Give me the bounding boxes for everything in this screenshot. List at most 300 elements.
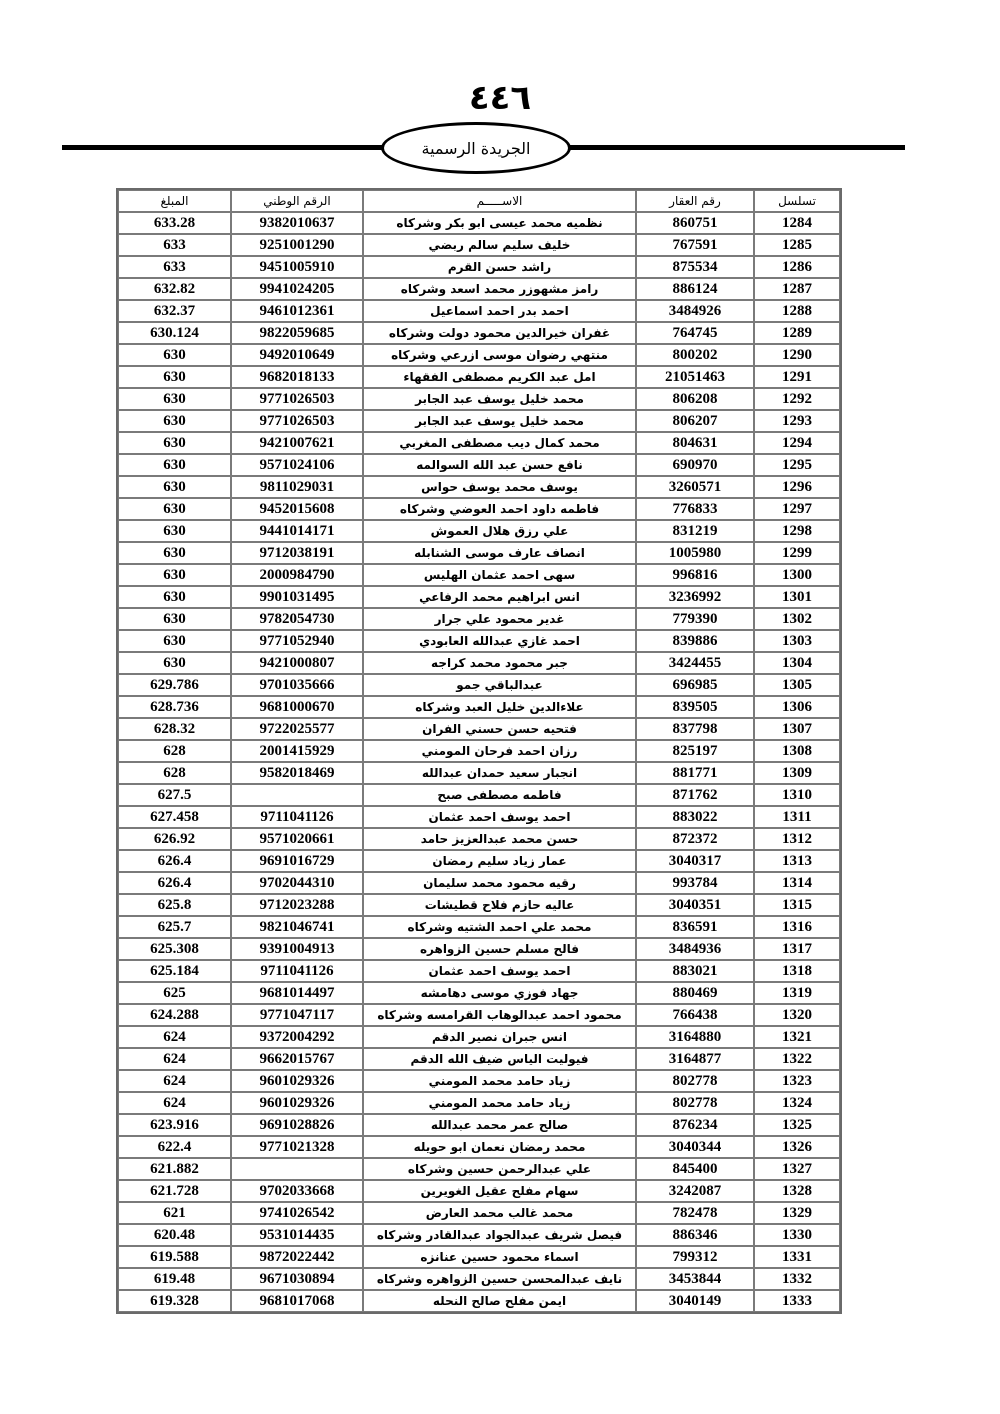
- cell-name: انس جبران نصير الدقم: [363, 1026, 636, 1048]
- cell-property-no: 1005980: [636, 542, 754, 564]
- cell-serial: 1307: [754, 718, 840, 740]
- cell-national-id: 9782054730: [231, 608, 363, 630]
- cell-national-id: 9452015608: [231, 498, 363, 520]
- cell-national-id: 9421007621: [231, 432, 363, 454]
- cell-name: علي عبدالرحمن حسين وشركاه: [363, 1158, 636, 1180]
- cell-serial: 1304: [754, 652, 840, 674]
- table-row: [118, 520, 840, 542]
- cell-national-id: 9531014435: [231, 1224, 363, 1246]
- cell-national-id: 9702044310: [231, 872, 363, 894]
- cell-amount: 626.4: [118, 872, 231, 894]
- cell-serial: 1284: [754, 212, 840, 234]
- cell-serial: 1316: [754, 916, 840, 938]
- cell-property-no: 3424455: [636, 652, 754, 674]
- cell-national-id: 9682018133: [231, 366, 363, 388]
- cell-serial: 1305: [754, 674, 840, 696]
- cell-name: سهى احمد عثمان الهليس: [363, 564, 636, 586]
- cell-name: نافع حسن عبد الله السوالمه: [363, 454, 636, 476]
- cell-national-id: 9571020661: [231, 828, 363, 850]
- cell-serial: 1297: [754, 498, 840, 520]
- records-table: [116, 188, 842, 1314]
- cell-amount: 624: [118, 1070, 231, 1092]
- cell-amount: 633.28: [118, 212, 231, 234]
- cell-name: منتهي رضوان موسى ازرعي وشركاه: [363, 344, 636, 366]
- cell-serial: 1286: [754, 256, 840, 278]
- cell-property-no: 886346: [636, 1224, 754, 1246]
- cell-serial: 1290: [754, 344, 840, 366]
- column-header-serial: تسلسل: [754, 190, 840, 212]
- cell-amount: 630: [118, 410, 231, 432]
- column-header-property-no: رقم العقار: [636, 190, 754, 212]
- table-row: [118, 938, 840, 960]
- cell-national-id: 9382010637: [231, 212, 363, 234]
- cell-name: غدير محمود علي جرار: [363, 608, 636, 630]
- cell-property-no: 800202: [636, 344, 754, 366]
- cell-amount: 625.8: [118, 894, 231, 916]
- cell-serial: 1328: [754, 1180, 840, 1202]
- cell-serial: 1320: [754, 1004, 840, 1026]
- cell-property-no: 886124: [636, 278, 754, 300]
- cell-national-id: 9712023288: [231, 894, 363, 916]
- cell-national-id: 9771052940: [231, 630, 363, 652]
- cell-name: سهام مفلح عقيل الغويرين: [363, 1180, 636, 1202]
- cell-amount: 626.4: [118, 850, 231, 872]
- cell-national-id: 9582018469: [231, 762, 363, 784]
- cell-property-no: 764745: [636, 322, 754, 344]
- table-row: [118, 1158, 840, 1180]
- cell-serial: 1310: [754, 784, 840, 806]
- cell-amount: 630: [118, 344, 231, 366]
- cell-national-id: 9601029326: [231, 1070, 363, 1092]
- cell-property-no: 860751: [636, 212, 754, 234]
- cell-property-no: 806208: [636, 388, 754, 410]
- cell-property-no: 839505: [636, 696, 754, 718]
- cell-serial: 1296: [754, 476, 840, 498]
- table-row: [118, 542, 840, 564]
- cell-name: انجبار سعيد حمدان عبدالله: [363, 762, 636, 784]
- cell-national-id: 9701035666: [231, 674, 363, 696]
- cell-amount: 630.124: [118, 322, 231, 344]
- cell-amount: 624: [118, 1092, 231, 1114]
- column-header-name: الاســـــم: [363, 190, 636, 212]
- cell-serial: 1298: [754, 520, 840, 542]
- cell-amount: 630: [118, 366, 231, 388]
- cell-amount: 630: [118, 542, 231, 564]
- cell-amount: 630: [118, 564, 231, 586]
- cell-name: راشد حسن القرم: [363, 256, 636, 278]
- cell-serial: 1295: [754, 454, 840, 476]
- cell-property-no: 3164877: [636, 1048, 754, 1070]
- table-row: [118, 1092, 840, 1114]
- cell-amount: 623.916: [118, 1114, 231, 1136]
- cell-serial: 1309: [754, 762, 840, 784]
- cell-amount: 625.184: [118, 960, 231, 982]
- table-row: [118, 256, 840, 278]
- cell-property-no: 871762: [636, 784, 754, 806]
- cell-name: رزان احمد فرحان المومني: [363, 740, 636, 762]
- cell-name: رامز مشهوزر محمد اسعد وشركاه: [363, 278, 636, 300]
- cell-national-id: 2001415929: [231, 740, 363, 762]
- cell-national-id: 9872022442: [231, 1246, 363, 1268]
- table-row: [118, 476, 840, 498]
- cell-property-no: 696985: [636, 674, 754, 696]
- cell-amount: 625: [118, 982, 231, 1004]
- cell-serial: 1330: [754, 1224, 840, 1246]
- cell-amount: 619.48: [118, 1268, 231, 1290]
- cell-property-no: 880469: [636, 982, 754, 1004]
- cell-name: محمد خليل يوسف عبد الجابر: [363, 388, 636, 410]
- cell-national-id: 9571024106: [231, 454, 363, 476]
- cell-name: جهاد فوزي موسى دهامشه: [363, 982, 636, 1004]
- cell-name: انس ابراهيم محمد الرفاعي: [363, 586, 636, 608]
- cell-name: فيوليت الياس ضيف الله الدقم: [363, 1048, 636, 1070]
- publication-title: الجريدة الرسمية: [421, 138, 531, 158]
- cell-national-id: 9691016729: [231, 850, 363, 872]
- cell-national-id: 9681014497: [231, 982, 363, 1004]
- cell-national-id: 9372004292: [231, 1026, 363, 1048]
- table-row: [118, 366, 840, 388]
- cell-amount: 633: [118, 256, 231, 278]
- cell-name: احمد غازي عبدالله العابودي: [363, 630, 636, 652]
- cell-national-id: 9741026542: [231, 1202, 363, 1224]
- cell-national-id: 9702033668: [231, 1180, 363, 1202]
- cell-amount: 628: [118, 762, 231, 784]
- column-header-national-id: الرقم الوطني: [231, 190, 363, 212]
- cell-serial: 1325: [754, 1114, 840, 1136]
- cell-name: صالح عمر محمد عبدالله: [363, 1114, 636, 1136]
- table-row: [118, 498, 840, 520]
- cell-property-no: 3236992: [636, 586, 754, 608]
- cell-national-id: 9421000807: [231, 652, 363, 674]
- cell-property-no: 799312: [636, 1246, 754, 1268]
- cell-national-id: 9711041126: [231, 806, 363, 828]
- cell-serial: 1287: [754, 278, 840, 300]
- cell-name: عمار زياد سليم رمضان: [363, 850, 636, 872]
- cell-amount: 624.288: [118, 1004, 231, 1026]
- table-row: [118, 608, 840, 630]
- cell-serial: 1285: [754, 234, 840, 256]
- cell-property-no: 3260571: [636, 476, 754, 498]
- cell-name: محمد خليل يوسف عبد الجابر: [363, 410, 636, 432]
- cell-serial: 1318: [754, 960, 840, 982]
- cell-name: محمد علي احمد الشتيه وشركاه: [363, 916, 636, 938]
- cell-amount: 621.728: [118, 1180, 231, 1202]
- cell-amount: 628.736: [118, 696, 231, 718]
- cell-name: رقيه محمود محمد سليمان: [363, 872, 636, 894]
- cell-national-id: [231, 784, 363, 806]
- cell-property-no: 3484936: [636, 938, 754, 960]
- cell-property-no: 806207: [636, 410, 754, 432]
- cell-property-no: 766438: [636, 1004, 754, 1026]
- cell-serial: 1311: [754, 806, 840, 828]
- cell-property-no: 881771: [636, 762, 754, 784]
- cell-serial: 1312: [754, 828, 840, 850]
- cell-property-no: 782478: [636, 1202, 754, 1224]
- cell-serial: 1327: [754, 1158, 840, 1180]
- cell-serial: 1302: [754, 608, 840, 630]
- table-row: [118, 850, 840, 872]
- cell-amount: 620.48: [118, 1224, 231, 1246]
- cell-national-id: 9771026503: [231, 388, 363, 410]
- cell-national-id: 9671030894: [231, 1268, 363, 1290]
- cell-serial: 1293: [754, 410, 840, 432]
- cell-property-no: 836591: [636, 916, 754, 938]
- cell-amount: 627.458: [118, 806, 231, 828]
- table-row: [118, 564, 840, 586]
- cell-national-id: 9451005910: [231, 256, 363, 278]
- cell-name: امل عبد الكريم مصطفى الفقهاء: [363, 366, 636, 388]
- cell-serial: 1317: [754, 938, 840, 960]
- cell-serial: 1288: [754, 300, 840, 322]
- cell-amount: 628: [118, 740, 231, 762]
- table-row: [118, 212, 840, 234]
- cell-name: اسماء محمود حسين عنانزه: [363, 1246, 636, 1268]
- cell-property-no: 690970: [636, 454, 754, 476]
- cell-amount: 625.308: [118, 938, 231, 960]
- cell-amount: 632.82: [118, 278, 231, 300]
- cell-property-no: 883022: [636, 806, 754, 828]
- cell-serial: 1292: [754, 388, 840, 410]
- table-row: [118, 1268, 840, 1290]
- cell-serial: 1319: [754, 982, 840, 1004]
- table-row: [118, 1202, 840, 1224]
- cell-property-no: 825197: [636, 740, 754, 762]
- table-row: [118, 322, 840, 344]
- cell-property-no: 3040149: [636, 1290, 754, 1312]
- cell-amount: 619.588: [118, 1246, 231, 1268]
- cell-amount: 628.32: [118, 718, 231, 740]
- cell-name: احمد بدر احمد اسماعيل: [363, 300, 636, 322]
- cell-property-no: 996816: [636, 564, 754, 586]
- table-row: [118, 784, 840, 806]
- cell-property-no: 837798: [636, 718, 754, 740]
- cell-amount: 627.5: [118, 784, 231, 806]
- cell-property-no: 802778: [636, 1092, 754, 1114]
- cell-serial: 1323: [754, 1070, 840, 1092]
- cell-name: احمد يوسف احمد عثمان: [363, 960, 636, 982]
- cell-national-id: 9771021328: [231, 1136, 363, 1158]
- cell-national-id: 9601029326: [231, 1092, 363, 1114]
- cell-serial: 1322: [754, 1048, 840, 1070]
- cell-serial: 1291: [754, 366, 840, 388]
- cell-property-no: 845400: [636, 1158, 754, 1180]
- cell-property-no: 767591: [636, 234, 754, 256]
- cell-serial: 1299: [754, 542, 840, 564]
- cell-property-no: 876234: [636, 1114, 754, 1136]
- cell-amount: 625.7: [118, 916, 231, 938]
- cell-serial: 1329: [754, 1202, 840, 1224]
- cell-amount: 621: [118, 1202, 231, 1224]
- table-row: [118, 1026, 840, 1048]
- cell-name: فالح مسلم حسين الزواهره: [363, 938, 636, 960]
- cell-national-id: 9711041126: [231, 960, 363, 982]
- cell-national-id: 9821046741: [231, 916, 363, 938]
- table-row: [118, 388, 840, 410]
- cell-property-no: 804631: [636, 432, 754, 454]
- cell-property-no: 872372: [636, 828, 754, 850]
- cell-name: فتحيه حسن حسني الفران: [363, 718, 636, 740]
- cell-national-id: 9941024205: [231, 278, 363, 300]
- cell-national-id: 9901031495: [231, 586, 363, 608]
- table-row: [118, 696, 840, 718]
- cell-name: فاطمه داود احمد العوضي وشركاه: [363, 498, 636, 520]
- cell-amount: 630: [118, 520, 231, 542]
- cell-property-no: 3453844: [636, 1268, 754, 1290]
- cell-national-id: 9771047117: [231, 1004, 363, 1026]
- cell-amount: 630: [118, 454, 231, 476]
- cell-name: فاطمه مصطفى صبح: [363, 784, 636, 806]
- table-row: [118, 1246, 840, 1268]
- table-row: [118, 740, 840, 762]
- cell-name: احمد يوسف احمد عثمان: [363, 806, 636, 828]
- table-row: [118, 1070, 840, 1092]
- cell-serial: 1314: [754, 872, 840, 894]
- table-row: [118, 828, 840, 850]
- table-row: [118, 454, 840, 476]
- cell-amount: 626.92: [118, 828, 231, 850]
- cell-name: عبدالباقي جمو: [363, 674, 636, 696]
- cell-amount: 630: [118, 498, 231, 520]
- cell-national-id: 9771026503: [231, 410, 363, 432]
- cell-amount: 632.37: [118, 300, 231, 322]
- cell-amount: 622.4: [118, 1136, 231, 1158]
- publication-oval: [381, 122, 571, 174]
- cell-property-no: 3040317: [636, 850, 754, 872]
- cell-property-no: 3040344: [636, 1136, 754, 1158]
- cell-national-id: [231, 1158, 363, 1180]
- table-row: [118, 278, 840, 300]
- cell-name: ايمن مفلح صالح النحله: [363, 1290, 636, 1312]
- cell-national-id: 9662015767: [231, 1048, 363, 1070]
- cell-amount: 621.882: [118, 1158, 231, 1180]
- table-row: [118, 718, 840, 740]
- cell-serial: 1294: [754, 432, 840, 454]
- cell-amount: 630: [118, 630, 231, 652]
- cell-national-id: 9251001290: [231, 234, 363, 256]
- cell-property-no: 875534: [636, 256, 754, 278]
- cell-national-id: 9722025577: [231, 718, 363, 740]
- table-row: [118, 432, 840, 454]
- cell-serial: 1331: [754, 1246, 840, 1268]
- cell-property-no: 776833: [636, 498, 754, 520]
- cell-serial: 1308: [754, 740, 840, 762]
- table-row: [118, 982, 840, 1004]
- cell-property-no: 883021: [636, 960, 754, 982]
- cell-serial: 1300: [754, 564, 840, 586]
- table-row: [118, 1136, 840, 1158]
- cell-serial: 1333: [754, 1290, 840, 1312]
- table-row: [118, 916, 840, 938]
- cell-name: جبر محمود محمد كراجه: [363, 652, 636, 674]
- cell-name: علي رزق هلال العموش: [363, 520, 636, 542]
- cell-name: محمد غالب محمد العارض: [363, 1202, 636, 1224]
- cell-name: محمود احمد عبدالوهاب القرامسه وشركاه: [363, 1004, 636, 1026]
- header-rule-right: [570, 145, 905, 150]
- table-row: [118, 806, 840, 828]
- table-row: [118, 960, 840, 982]
- cell-amount: 624: [118, 1048, 231, 1070]
- cell-national-id: 9811029031: [231, 476, 363, 498]
- cell-name: غفران خيرالدين محمود دولت وشركاه: [363, 322, 636, 344]
- cell-property-no: 802778: [636, 1070, 754, 1092]
- table-row: [118, 872, 840, 894]
- cell-name: حسن محمد عبدالعزيز حامد: [363, 828, 636, 850]
- cell-name: زياد حامد محمد المومني: [363, 1092, 636, 1114]
- cell-name: خليف سليم سالم ربضي: [363, 234, 636, 256]
- table-row: [118, 300, 840, 322]
- cell-serial: 1306: [754, 696, 840, 718]
- cell-property-no: 993784: [636, 872, 754, 894]
- cell-amount: 619.328: [118, 1290, 231, 1312]
- cell-name: نظميه محمد عيسى ابو بكر وشركاه: [363, 212, 636, 234]
- cell-name: عاليه حازم فلاح قطيشات: [363, 894, 636, 916]
- cell-name: يوسف محمد يوسف حواس: [363, 476, 636, 498]
- cell-national-id: 9461012361: [231, 300, 363, 322]
- table-row: [118, 674, 840, 696]
- cell-name: محمد رمضان نعمان ابو حويله: [363, 1136, 636, 1158]
- table-row: [118, 762, 840, 784]
- cell-name: انصاف عارف موسى الشنابله: [363, 542, 636, 564]
- cell-national-id: 9712038191: [231, 542, 363, 564]
- cell-property-no: 831219: [636, 520, 754, 542]
- header-rule-left: [62, 145, 384, 150]
- table-row: [118, 1114, 840, 1136]
- cell-serial: 1321: [754, 1026, 840, 1048]
- cell-name: زياد حامد محمد المومني: [363, 1070, 636, 1092]
- table-row: [118, 894, 840, 916]
- table-row: [118, 1290, 840, 1312]
- table-row: [118, 586, 840, 608]
- cell-name: علاءالدين خليل العبد وشركاه: [363, 696, 636, 718]
- cell-serial: 1326: [754, 1136, 840, 1158]
- cell-property-no: 3164880: [636, 1026, 754, 1048]
- cell-name: فيصل شريف عبدالجواد عبدالقادر وشركاه: [363, 1224, 636, 1246]
- cell-national-id: 9691028826: [231, 1114, 363, 1136]
- table-row: [118, 1180, 840, 1202]
- cell-national-id: 2000984790: [231, 564, 363, 586]
- cell-serial: 1313: [754, 850, 840, 872]
- cell-serial: 1324: [754, 1092, 840, 1114]
- table-row: [118, 1224, 840, 1246]
- table-row: [118, 344, 840, 366]
- cell-amount: 633: [118, 234, 231, 256]
- page-number: ٤٤٦: [468, 78, 532, 118]
- cell-amount: 630: [118, 476, 231, 498]
- cell-amount: 630: [118, 432, 231, 454]
- cell-serial: 1303: [754, 630, 840, 652]
- cell-property-no: 21051463: [636, 366, 754, 388]
- cell-amount: 630: [118, 652, 231, 674]
- table-row: [118, 410, 840, 432]
- cell-national-id: 9681017068: [231, 1290, 363, 1312]
- table-row: [118, 1004, 840, 1026]
- table-row: [118, 652, 840, 674]
- column-header-amount: المبلغ: [118, 190, 231, 212]
- cell-national-id: 9681000670: [231, 696, 363, 718]
- table-header-row: [118, 190, 840, 212]
- cell-property-no: 3484926: [636, 300, 754, 322]
- cell-amount: 630: [118, 388, 231, 410]
- table-row: [118, 630, 840, 652]
- cell-serial: 1332: [754, 1268, 840, 1290]
- cell-amount: 629.786: [118, 674, 231, 696]
- cell-serial: 1315: [754, 894, 840, 916]
- cell-national-id: 9441014171: [231, 520, 363, 542]
- cell-property-no: 839886: [636, 630, 754, 652]
- cell-property-no: 3040351: [636, 894, 754, 916]
- cell-national-id: 9492010649: [231, 344, 363, 366]
- cell-amount: 630: [118, 586, 231, 608]
